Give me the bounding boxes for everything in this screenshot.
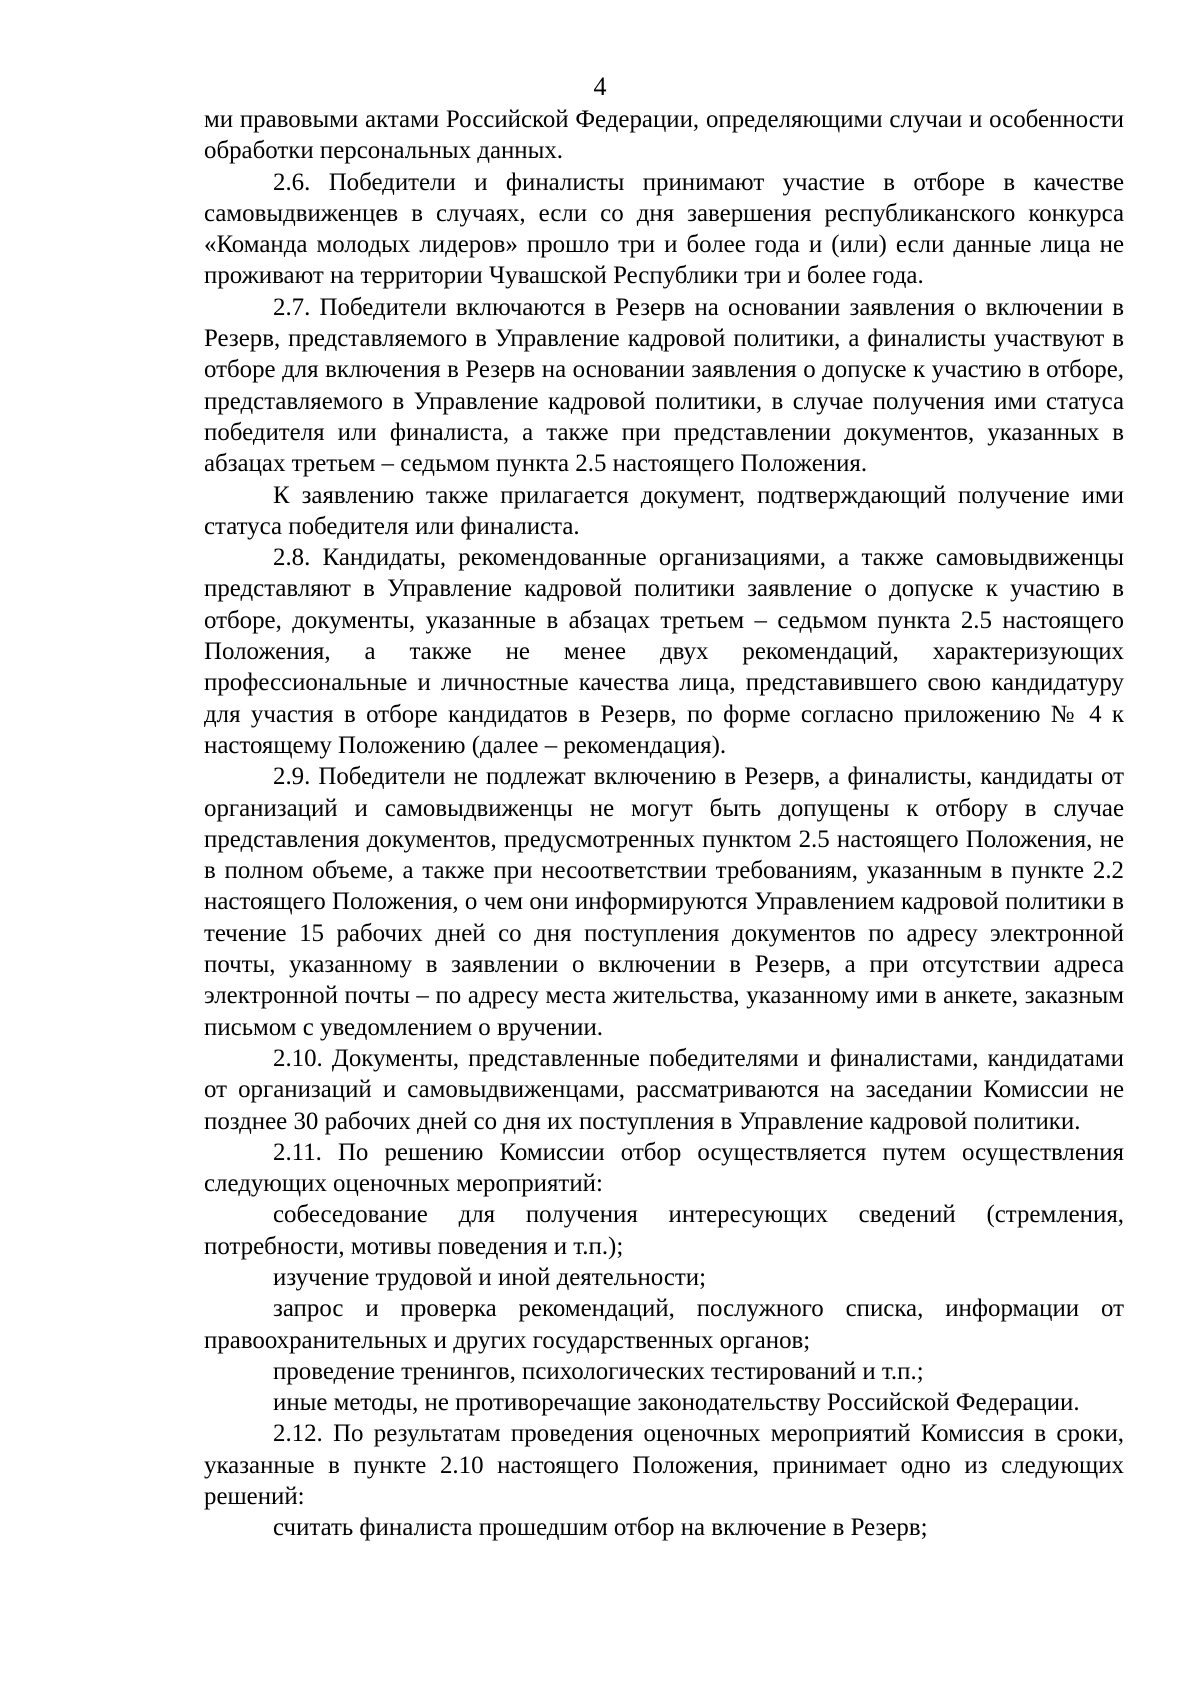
paragraph-2-7: 2.7. Победители включаются в Резерв на основании заявления о включении в Резерв, представляемого в Управление кадровой политики, а финалисты участвуют в отборе для включения в Резерв на основании заявления о допуске к участию в отборе, представляемого в Управление кадровой политики, в случае получения ими статуса победителя или финалиста, а также при представлении документов, указанных в абзацах третьем – седьмом пункта 2.5 настоящего Положения. xyxy=(204,293,1124,478)
document-body xyxy=(204,104,1124,1544)
paragraph-2-9: 2.9. Победители не подлежат включению в Резерв, а финалисты, кандидаты от организаций и самовыдвиженцы не могут быть допущены к отбору в случае представления документов, предусмотренных пунктом 2.5 настоящего Положения, не в полном объеме, а также при несоответствии требованиям, указанным в пункте 2.2 настоящего Положения, о чем они информируются Управлением кадровой политики в течение 15 рабочих дней со дня поступления документов по адресу электронной почты, указанному в заявлении о включении в Резерв, а при отсутствии адреса электронной почты – по адресу места жительства, указанному ими в анкете, заказным письмом с уведомлением о вручении. xyxy=(204,763,1124,1041)
paragraph-2-8: 2.8. Кандидаты, рекомендованные организациями, а также самовыдвиженцы представляют в Управление кадровой политики заявление о допуске к участию в отборе, документы, указанные в абзацах третьем – седьмом пункта 2.5 настоящего Положения, а также не менее двух рекомендаций, характеризующих профессиональные и личностные качества лица, представившего свою кандидатуру для участия в отборе кандидатов в Резерв, по форме согласно приложению № 4 к настоящему Положению (далее – рекомендация). xyxy=(204,544,1124,759)
list-item-trainings: проведение тренингов, психологических тестирований и т.п.; xyxy=(273,1357,924,1385)
paragraph-2-11: 2.11. По решению Комиссии отбор осуществляется путем осуществления следующих оценочных мероприятий: xyxy=(204,1138,1124,1198)
paragraph-2-12: 2.12. По результатам проведения оценочных мероприятий Комиссия в сроки, указанные в пункте 2.10 настоящего Положения, принимает одно из следующих решений: xyxy=(204,1420,1124,1511)
paragraph-2-7-attachment: К заявлению также прилагается документ, подтверждающий получение ими статуса победителя или финалиста. xyxy=(204,481,1124,540)
list-item-other-methods: иные методы, не противоречащие законодательству Российской Федерации. xyxy=(273,1389,1080,1417)
paragraph-2-6: 2.6. Победители и финалисты принимают участие в отборе в качестве самовыдвиженцев в случаях, если со дня завершения республиканского конкурса «Команда молодых лидеров» прошло три и более года и (или) если данные лица не проживают на территории Чувашской Республики три и более года. xyxy=(204,168,1124,290)
list-item-decision-finalist: считать финалиста прошедшим отбор на включение в Резерв; xyxy=(273,1514,928,1542)
list-item-references: запрос и проверка рекомендаций, послужного списка, информации от правоохранительных и других государственных органов; xyxy=(204,1295,1124,1354)
paragraph-continuation: ми правовыми актами Российской Федерации, определяющими случаи и особенности обработки персональных данных. xyxy=(204,106,1124,165)
page-number: 4 xyxy=(593,72,607,101)
paragraph-2-10: 2.10. Документы, представленные победителями и финалистами, кандидатами от организаций и самовыдвиженцами, рассматриваются на заседании Комиссии не позднее 30 рабочих дней со дня их поступления в Управление кадровой политики. xyxy=(204,1044,1124,1135)
list-item-interview: собеседование для получения интересующих сведений (стремления, потребности, мотивы поведения и т.п.); xyxy=(204,1201,1124,1260)
list-item-work-study: изучение трудовой и иной деятельности; xyxy=(273,1263,706,1291)
